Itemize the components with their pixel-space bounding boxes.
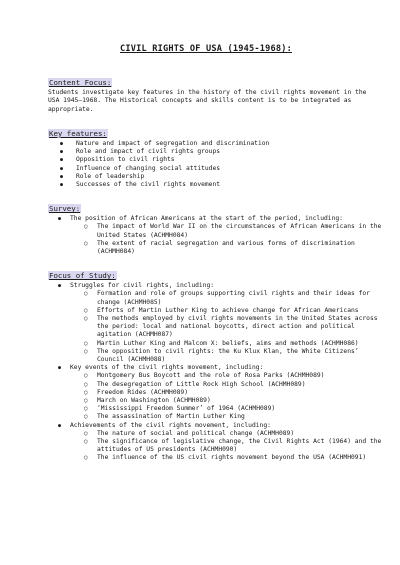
survey-section: [48, 196, 382, 256]
sub-item-text: ○ March on Washington (ACHMH089): [97, 396, 211, 404]
sub-list-item: [70, 397, 364, 405]
list-item-text: ● Struggles for civil rights, including:: [70, 282, 215, 290]
list-item: ● Influence of changing social attitudes: [48, 165, 364, 173]
sub-item-text: ○ The nature of social and political change (ACHMH089): [97, 429, 295, 437]
sub-list-item: [70, 290, 370, 306]
sub-list-item: [70, 389, 364, 397]
focus-of-study-section: [48, 263, 382, 462]
sub-item-text: ○ The impact of World War II on the circumstances of African Americans in the United States (ACHMH084): [97, 223, 382, 239]
sub-list-item: [70, 437, 382, 454]
sub-item-text: ○ Freedom Rides (ACHMH089): [97, 388, 188, 396]
content-focus-section: [48, 70, 367, 114]
sub-item-text: ○ The influence of the US civil rights movement beyond the USA (ACHMH091): [97, 454, 367, 462]
sub-item-text: ○ Efforts of Martin Luther King to achieve change for African Americans: [97, 306, 359, 314]
key-features-section: [48, 121, 364, 189]
list-item: ● Opposition to civil rights: [48, 156, 364, 164]
sub-list-item: [70, 454, 367, 462]
list-item: ● Role and impact of civil rights groups: [48, 148, 364, 156]
sub-list-item: [70, 307, 364, 315]
content-focus-heading: Content Focus:: [49, 78, 112, 87]
list-item: [48, 364, 364, 421]
sub-item-text: ○ The opposition to civil rights: the Ku Klux Klan, the White Citizens’ Council (ACHMH088): [97, 347, 359, 363]
sub-item-text: ○ Formation and role of groups supporting civil rights and their ideas for change (ACHMH085): [97, 290, 370, 306]
sub-item-text: ○ The significance of legislative change, the Civil Rights Act (1964) and the attitudes of US presidents (ACHMH090): [97, 437, 382, 454]
list-item: [48, 282, 378, 364]
content-focus-text: Students investigate key features in the history of the civil rights movement in the USA 1945–1968. The Historical concepts and skills content is to be integrated as appropriate.: [48, 89, 367, 113]
focus-of-study-heading: Focus of Study:: [49, 271, 116, 281]
sub-list: [70, 429, 382, 463]
focus-of-study-list: [48, 282, 382, 462]
list-item-text: ● Key events of the civil rights movement, including:: [70, 364, 264, 372]
sub-item-text: ○ The assassination of Martin Luther King: [97, 413, 245, 421]
sub-list-item: [70, 430, 364, 438]
sub-list: [70, 372, 364, 421]
key-features-list: [48, 140, 364, 189]
key-features-heading: Key features:: [49, 128, 107, 138]
sub-list-item: [70, 314, 378, 340]
survey-heading: Survey:: [49, 204, 81, 214]
list-item: ● Successes of the civil rights movement: [48, 181, 364, 189]
sub-list-item: [70, 372, 364, 380]
sub-list-item: [70, 381, 364, 389]
sub-list-item: [70, 240, 364, 256]
list-item-text: ● Achievements of the civil rights movement, including:: [70, 421, 271, 429]
sub-item-text: ○ The desegregation of Little Rock High School (ACHMH089): [97, 380, 306, 388]
sub-item-text: ○ Martin Luther King and Malcom X: beliefs, aims and methods (ACHMH086): [97, 339, 359, 347]
sub-item-text: ○ The methods employed by civil rights movements in the United States across the period: local and national boycotts, direct action and political agitation (ACHMH087): [97, 314, 378, 339]
sub-list-item: [70, 413, 364, 421]
sub-item-text: ○ The extent of racial segregation and various forms of discrimination (ACHMH084): [97, 239, 355, 255]
sub-list: [70, 223, 382, 256]
list-item-text: ● The position of African Americans at the start of the period, including:: [70, 215, 343, 223]
page-title: CIVIL RIGHTS OF USA (1945-1968):: [120, 44, 292, 54]
sub-item-text: ○ Montgomery Bus Boycott and the role of Rosa Parks (ACHMH089): [97, 372, 325, 380]
list-item: ● Nature and impact of segregation and discrimination: [48, 140, 364, 148]
sub-list-item: [70, 340, 364, 348]
sub-list: [70, 290, 378, 364]
list-item: [48, 215, 382, 256]
sub-item-text: ○ ‘Mississippi Freedom Summer’ of 1964 (ACHMH089): [97, 405, 276, 413]
sub-list-item: [70, 223, 382, 239]
sub-list-item: [70, 405, 364, 413]
sub-list-item: [70, 348, 364, 364]
survey-list: [48, 215, 382, 256]
list-item: [48, 421, 382, 463]
list-item: ● Role of leadership: [48, 173, 364, 181]
